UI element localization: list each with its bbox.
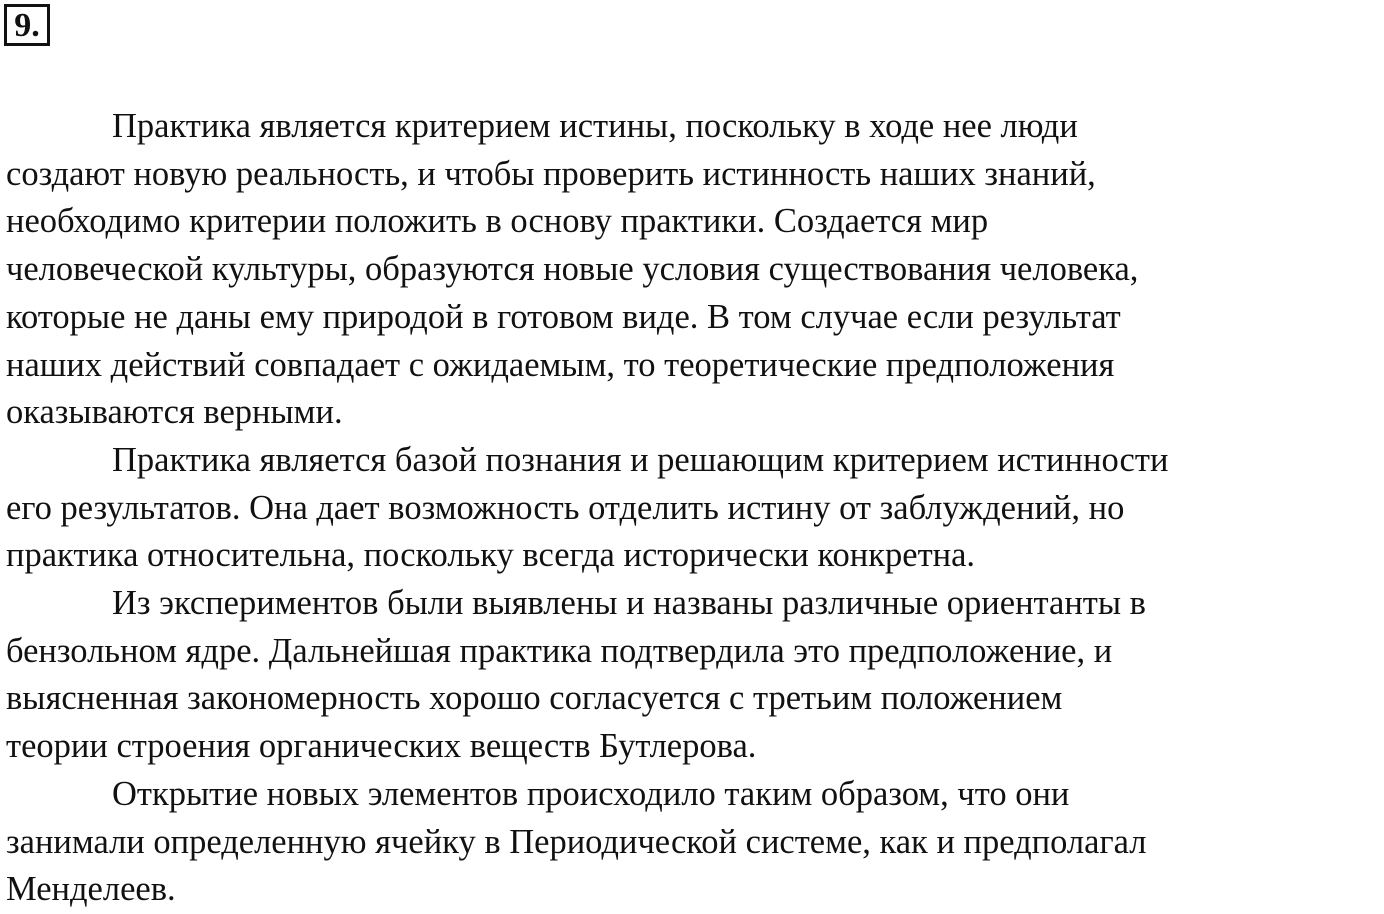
paragraph-2 [6, 437, 1382, 580]
task-number-box: 9. [4, 4, 50, 46]
paragraph-line: Практика является критерием истины, поскольку в ходе нее люди [112, 107, 1078, 145]
paragraph-4 [6, 771, 1382, 914]
paragraph-line: человеческой культуры, образуются новые условия существования человека, [6, 250, 1139, 289]
paragraph-1 [6, 103, 1382, 437]
paragraph-line: Практика является базой познания и решающим критерием истинности [112, 440, 1169, 479]
paragraph-line: необходимо критерии положить в основу практики. Создается мир [6, 202, 989, 241]
paragraph-line: бензольном ядре. Дальнейшая практика подтвердила это предположение, и [6, 631, 1113, 670]
paragraph-line: Из экспериментов были выявлены и названы различные ориентанты в [112, 584, 1146, 623]
paragraph-line: оказываются верными. [6, 393, 343, 432]
paragraph-line: наших действий совпадает с ожидаемым, то теоретические предположения [6, 345, 1115, 384]
paragraph-line: которые не даны ему природой в готовом виде. В том случае если результат [6, 297, 1121, 336]
paragraph-line: Открытие новых элементов происходило таким образом, что они [112, 774, 1070, 813]
paragraph-3 [6, 580, 1382, 771]
paragraph-line: создают новую реальность, и чтобы проверить истинность наших знаний, [6, 154, 1096, 193]
paragraph-line: занимали определенную ячейку в Периодической системе, как и предполагал [6, 822, 1147, 861]
paragraph-line: теории строения органических веществ Бутлерова. [6, 727, 757, 766]
paragraph-line: Менделеев. [6, 870, 176, 909]
paragraph-line: практика относительна, поскольку всегда исторически конкретна. [6, 536, 976, 575]
paragraph-line: выясненная закономерность хорошо согласуется с третьим положением [6, 679, 1063, 718]
answer-text [6, 103, 1382, 914]
paragraph-line: его результатов. Она дает возможность отделить истину от заблуждений, но [6, 488, 1125, 527]
